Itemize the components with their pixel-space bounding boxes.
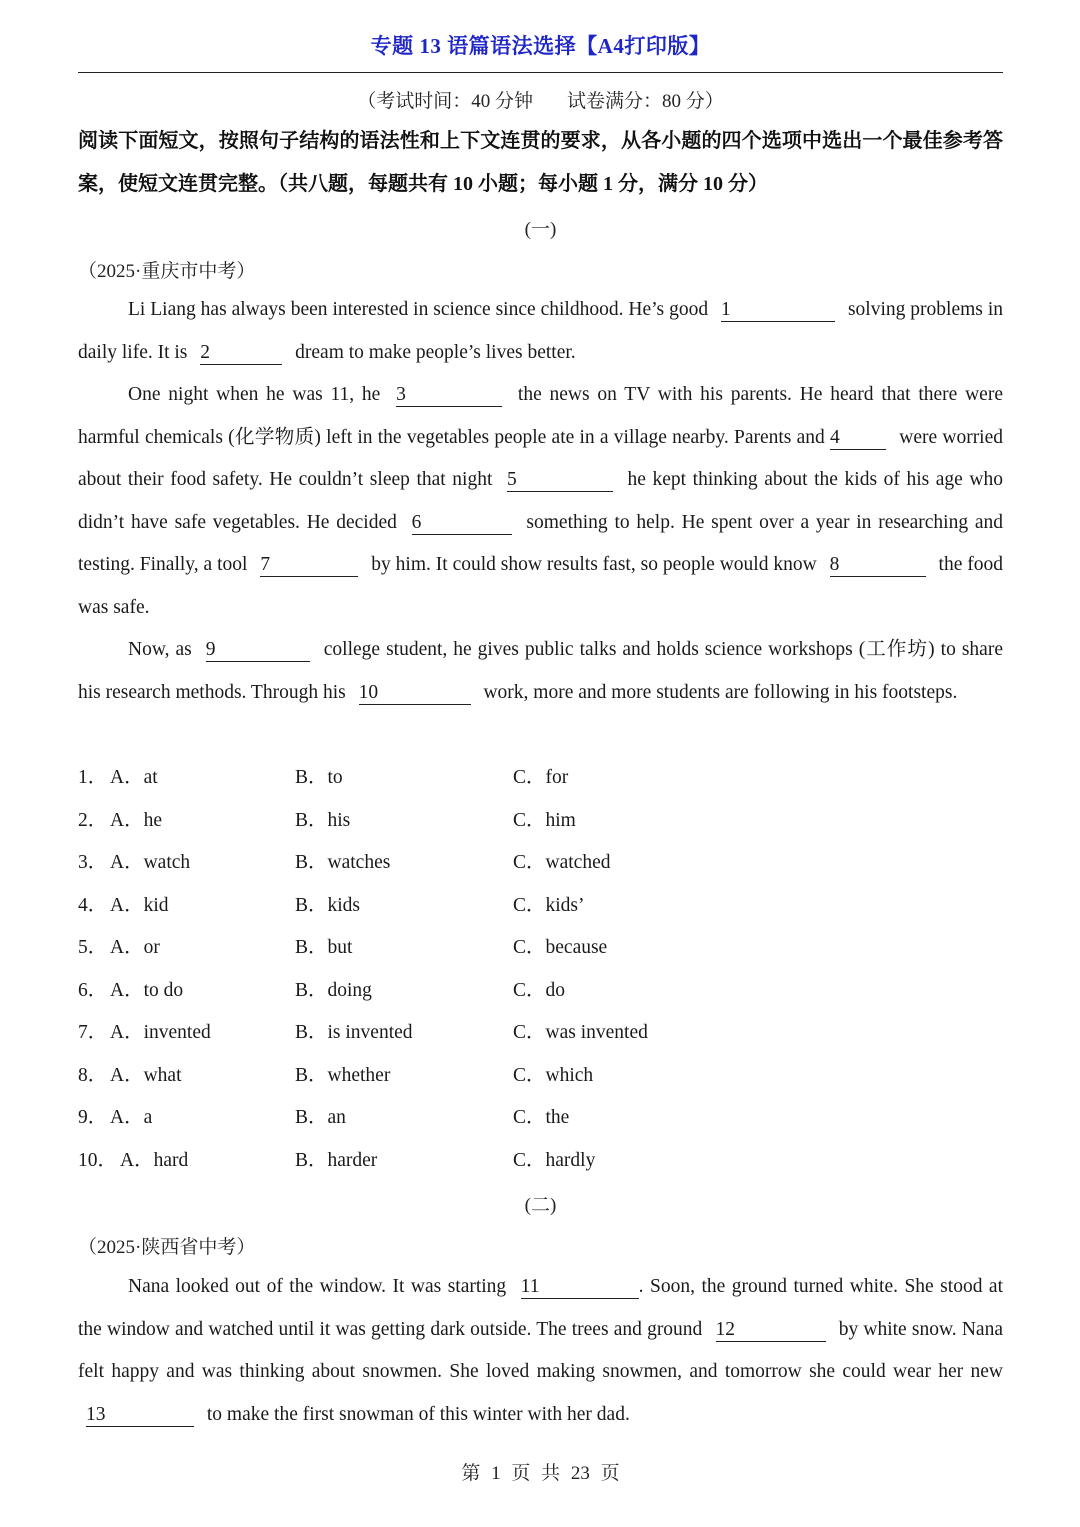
option-b[interactable]: B．kids <box>295 894 361 916</box>
question-options-1 <box>78 757 1003 1182</box>
answer-blank-3[interactable]: 3 <box>396 384 502 407</box>
question-number: 6． <box>78 979 108 1001</box>
instructions: 阅读下面短文，按照句子结构的语法性和上下文连贯的要求，从各小题的四个选项中选出一个最佳参考答案，使短文连贯完整。（共八题，每题共有 10 小题；每小题 1 分，满分 10 分） <box>78 130 1003 195</box>
option-c[interactable]: C．hardly <box>513 1149 596 1171</box>
option-a[interactable]: A．he <box>110 809 162 831</box>
option-b[interactable]: B．to <box>295 767 343 788</box>
option-b[interactable]: B．harder <box>295 1149 378 1171</box>
passage-1-paragraph-2: One night when he was 11, he 3 the news on TV with his parents. He heard that there were harmful chemicals (化学物质) left in the vegetables people ate in a village nearby. Parents and 4 were worried about their food safety. He couldn’t sleep that night 5 he kept thinking about the kids of his age who didn’t have safe vegetables. He decided 6 something to help. He spent over a year in researching and testing. Finally, a tool 7 by him. It could show results fast, so people would know 8 the food was safe. <box>78 384 1004 618</box>
option-c[interactable]: C．him <box>513 809 576 831</box>
answer-blank-6[interactable]: 6 <box>412 512 512 535</box>
option-b[interactable]: B．watches <box>295 852 391 873</box>
document-title: 专题 13 语篇语法选择【A4打印版】 <box>370 34 711 58</box>
question-row <box>78 1012 1003 1055</box>
passage-1-paragraph-3: Now, as 9 college student, he gives public talks and holds science workshops (工作坊) to share his research methods. Through his 10 work, more and more students are following in his footsteps. <box>78 639 1003 703</box>
question-row <box>78 1097 1003 1140</box>
question-number: 1． <box>78 767 108 788</box>
section-source-2: （2025·陕西省中考） <box>78 1237 256 1258</box>
answer-blank-5[interactable]: 5 <box>507 469 613 492</box>
question-number: 3． <box>78 852 108 873</box>
option-b[interactable]: B．but <box>295 937 353 958</box>
option-a[interactable]: A．a <box>110 1107 153 1128</box>
question-row <box>78 800 1003 843</box>
option-a[interactable]: A．or <box>110 937 160 958</box>
option-c[interactable]: C．watched <box>513 852 611 873</box>
option-a[interactable]: A．to do <box>110 979 184 1001</box>
question-number: 10． <box>78 1149 118 1171</box>
passage-1 <box>78 289 1003 714</box>
question-number: 4． <box>78 894 108 916</box>
option-c[interactable]: C．for <box>513 767 569 788</box>
question-number: 2． <box>78 809 108 831</box>
answer-blank-7[interactable]: 7 <box>260 554 358 577</box>
answer-blank-4[interactable]: 4 <box>830 427 886 450</box>
option-a[interactable]: A．hard <box>120 1149 189 1171</box>
option-b[interactable]: B．his <box>295 809 351 831</box>
option-b[interactable]: B．whether <box>295 1064 391 1086</box>
question-number: 5． <box>78 937 108 958</box>
option-b[interactable]: B．doing <box>295 979 372 1001</box>
option-b[interactable]: B．an <box>295 1107 346 1128</box>
question-row <box>78 1055 1003 1098</box>
section-label-1: (一) <box>524 219 557 240</box>
page-number: 第 1 页 共 23 页 <box>461 1463 620 1484</box>
answer-blank-9[interactable]: 9 <box>206 639 310 662</box>
option-a[interactable]: A．watch <box>110 852 191 873</box>
question-number: 7． <box>78 1022 108 1043</box>
option-c[interactable]: C．which <box>513 1064 594 1086</box>
answer-blank-11[interactable]: 11 <box>521 1276 639 1299</box>
section-label-2: (二) <box>524 1195 557 1216</box>
option-c[interactable]: C．because <box>513 937 608 958</box>
option-c[interactable]: C．do <box>513 979 566 1001</box>
answer-blank-1[interactable]: 1 <box>721 299 835 322</box>
header-divider <box>78 72 1003 73</box>
question-row <box>78 842 1003 885</box>
answer-blank-8[interactable]: 8 <box>830 554 926 577</box>
question-number: 8． <box>78 1064 108 1086</box>
option-b[interactable]: B．is invented <box>295 1022 413 1043</box>
option-a[interactable]: A．invented <box>110 1022 211 1043</box>
question-row <box>78 885 1003 928</box>
passage-2-paragraph-1: Nana looked out of the window. It was starting 11 . Soon, the ground turned white. She stood at the window and watched until it was getting dark outside. The trees and ground 12 by white snow. Nana felt happy and was thinking about snowmen. She loved making snowmen, and tomorrow she could wear her new 13 to make the first snowman of this winter with her dad. <box>78 1276 1003 1425</box>
answer-blank-10[interactable]: 10 <box>359 682 471 705</box>
question-row <box>78 970 1003 1013</box>
question-row <box>78 927 1003 970</box>
option-c[interactable]: C．the <box>513 1107 570 1128</box>
question-row <box>78 757 1003 800</box>
answer-blank-12[interactable]: 12 <box>716 1319 826 1342</box>
answer-blank-2[interactable]: 2 <box>200 342 282 365</box>
question-number: 9． <box>78 1107 108 1128</box>
exam-time: （考试时间：40 分钟 <box>357 91 533 112</box>
full-score: 试卷满分：80 分） <box>567 91 724 112</box>
option-a[interactable]: A．what <box>110 1064 182 1086</box>
answer-blank-13[interactable]: 13 <box>86 1404 194 1427</box>
option-c[interactable]: C．kids’ <box>513 894 585 916</box>
passage-1-paragraph-1: Li Liang has always been interested in science since childhood. He’s good 1 solving problems in daily life. It is 2 dream to make people’s lives better. <box>78 299 1003 363</box>
option-c[interactable]: C．was invented <box>513 1022 648 1043</box>
option-a[interactable]: A．at <box>110 767 158 788</box>
option-a[interactable]: A．kid <box>110 894 169 916</box>
question-row <box>78 1140 1003 1183</box>
passage-2 <box>78 1266 1003 1436</box>
section-source-1: （2025·重庆市中考） <box>78 261 256 282</box>
exam-meta <box>78 86 1003 113</box>
